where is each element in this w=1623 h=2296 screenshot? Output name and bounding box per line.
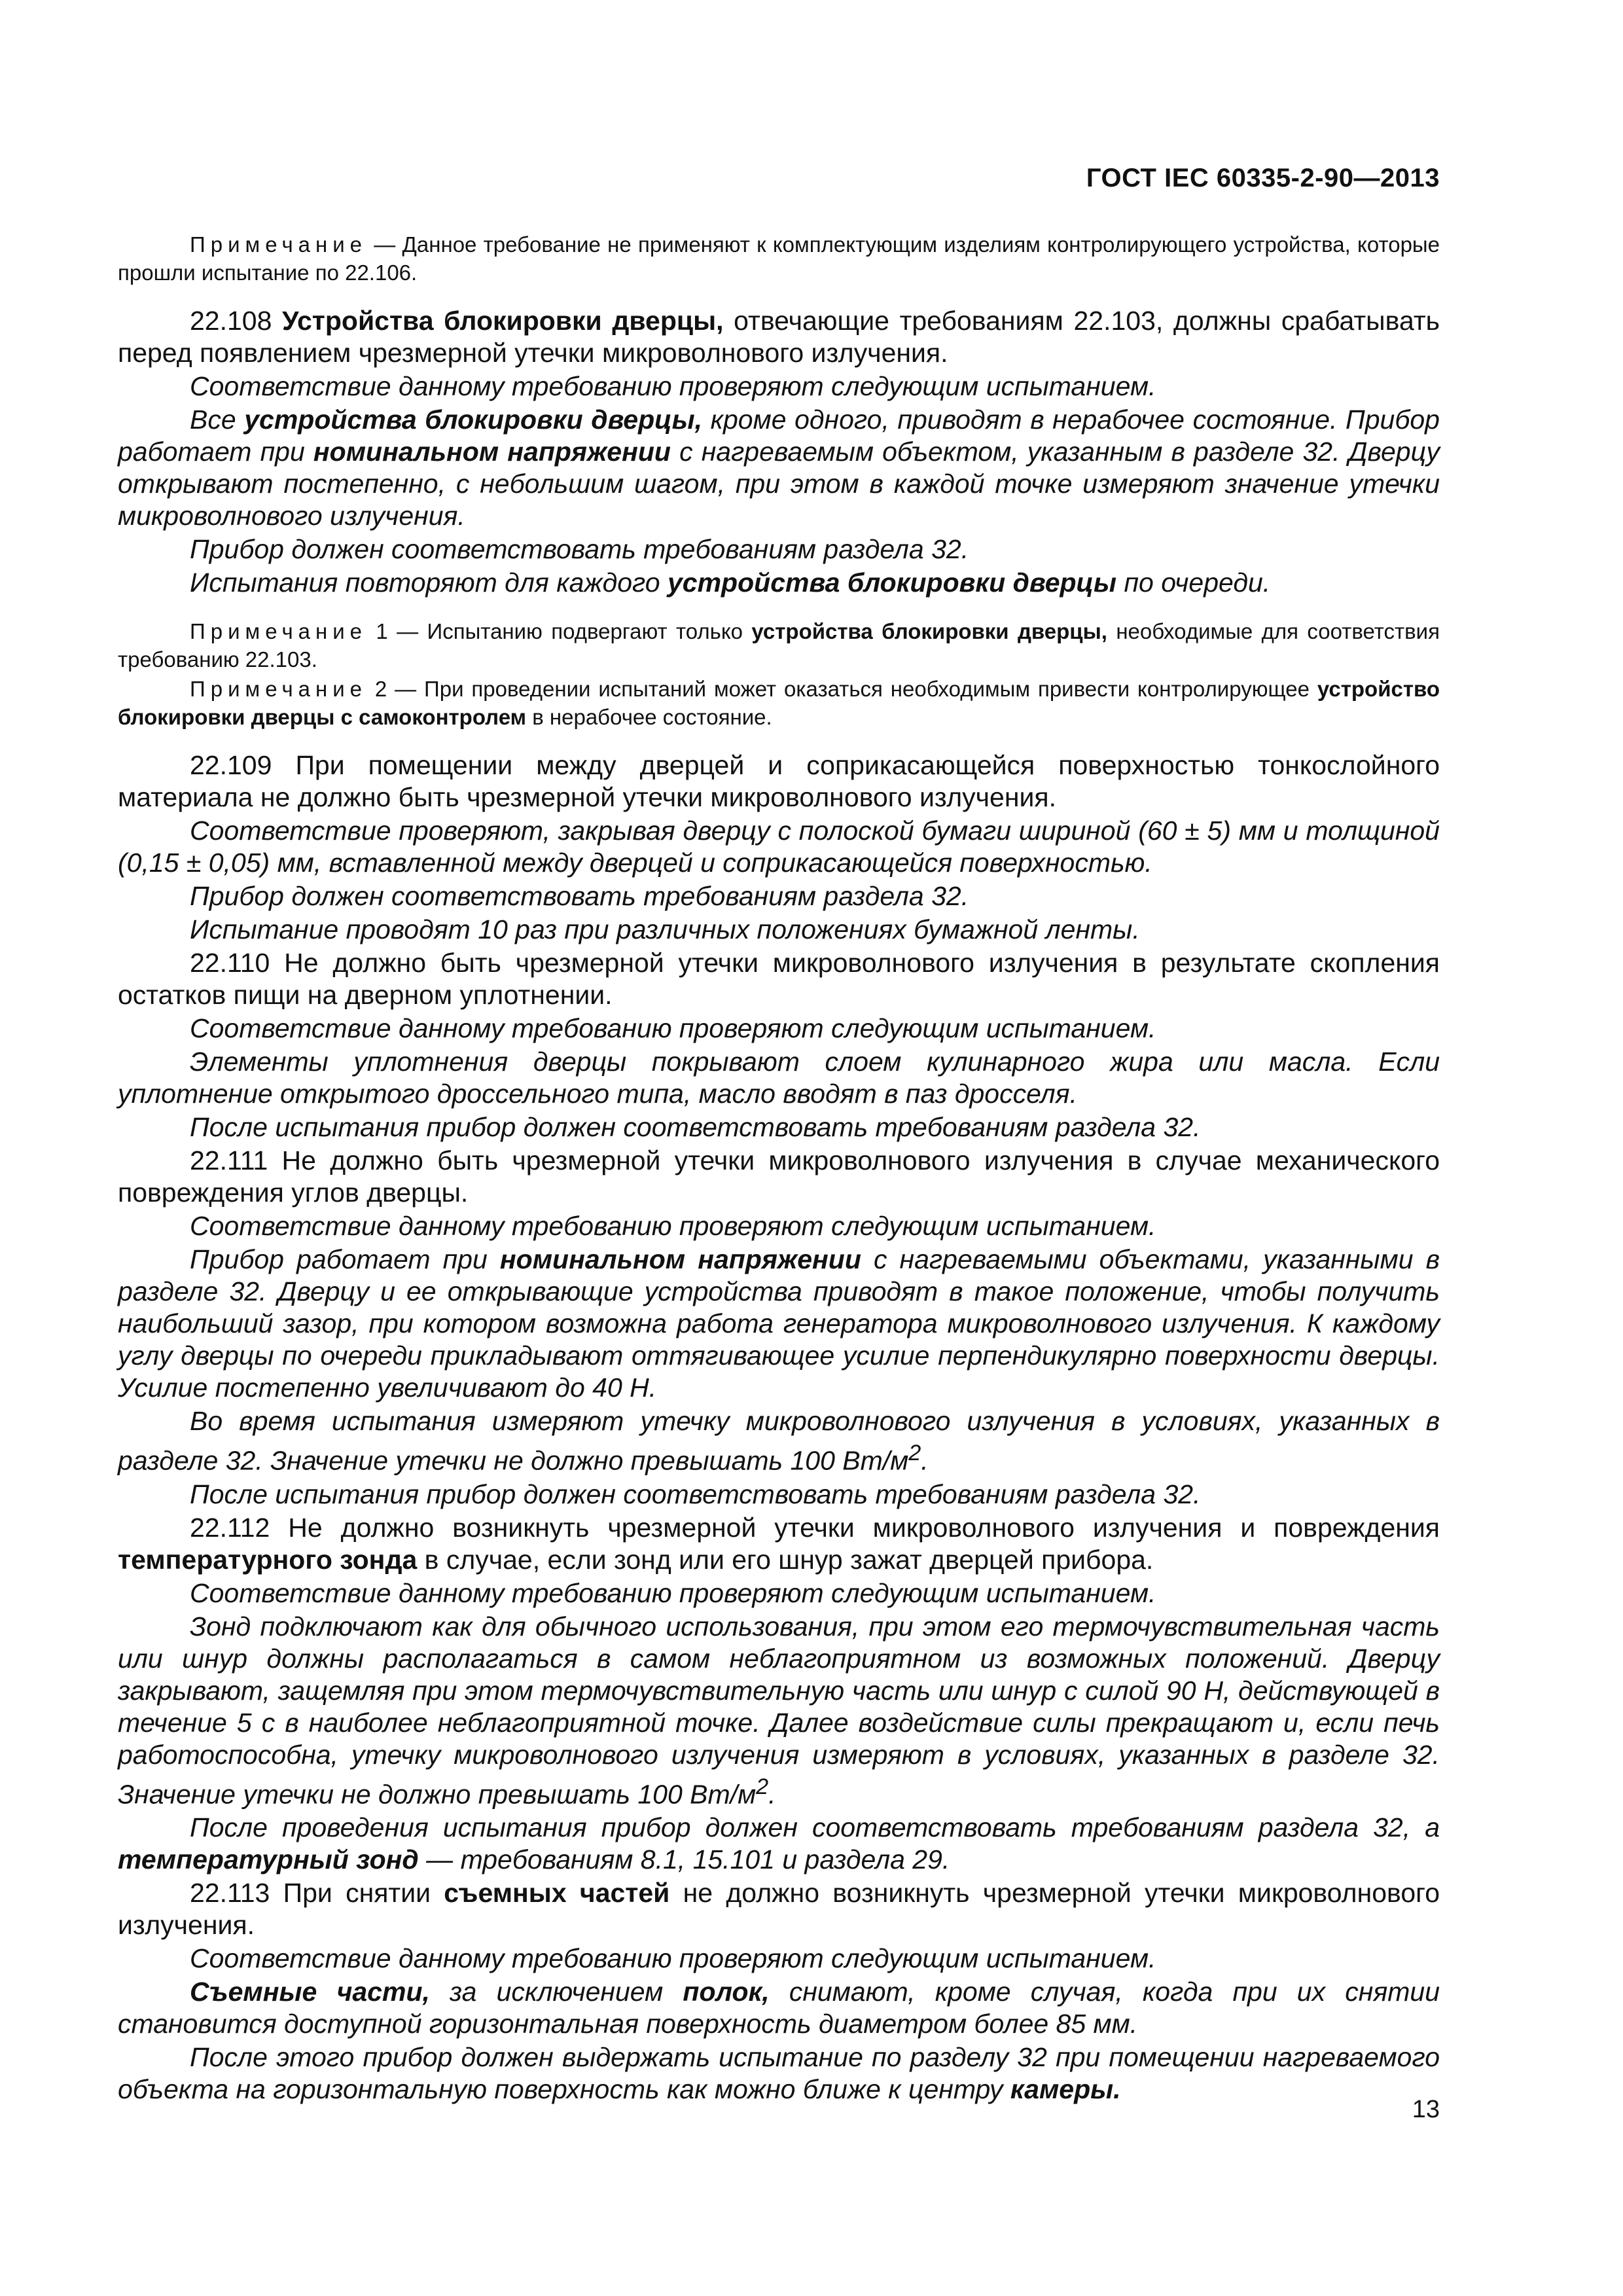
text-paragraph [118,1512,1440,1576]
text-paragraph [118,567,1440,599]
text-run: Соответствие данному требованию проверяют следующим испытанием. [190,1943,1156,1974]
text-run: Примечание [190,232,368,257]
note-paragraph [118,617,1440,673]
bold-term: устройство блокировки дверцы с самоконтролем [118,677,1440,729]
text-run: Зонд подключают как для обычного использования, при этом его термочувствительная часть или шнур должны располагаться в самом неблагоприятном из возможных положений. Дверцу закрывают, защемляя при этом термочувствительную часть или шнур с силой 90 Н, действующей в течение 5 с в наиболее неблагоприятной точке. Далее воздействие силы прекращают и, если печь работоспособна, утечку микроволнового излучения измеряют в условиях, указанных в разделе 32. Значение утечки не должно превышать 100 Вт/м [118,1611,1440,1810]
text-run: 22.110 Не должно быть чрезмерной утечки микроволнового излучения в результате скопления остатков пищи на дверном уплотнении. [118,948,1440,1010]
page-number: 13 [1412,2096,1440,2123]
text-paragraph [118,947,1440,1011]
text-paragraph [118,815,1440,879]
text-run: . [921,1445,929,1476]
text-paragraph [118,1877,1440,1941]
text-run: не должно возникнуть чрезмерной утечки микроволнового излучения. [118,1878,1440,1941]
text-run: Прибор должен соответствовать требованиям раздела 32. [190,881,969,911]
text-run: в нерабочее состояние. [526,705,772,729]
document-body [118,230,1440,2107]
bold-term: съемных частей [444,1878,670,1909]
text-paragraph [118,1943,1440,1975]
text-paragraph [118,880,1440,912]
text-run: После этого прибор должен выдержать испытание по разделу 32 при помещении нагреваемого объекта на горизонтальную поверхность как можно ближе к центру [118,2042,1440,2105]
text-run: 22.109 При помещении между дверцей и соприкасающейся поверхностью тонкослойного материала не должно быть чрезмерной утечки микроволнового излучения. [118,750,1440,812]
text-run: Испытание проводят 10 раз при различных положениях бумажной ленты. [190,914,1140,944]
text-run: Соответствие данному требованию проверяют следующим испытанием. [190,1211,1156,1241]
note-paragraph [118,230,1440,287]
text-run: Прибор должен соответствовать требованиям раздела 32. [190,534,969,564]
bold-term: устройства блокировки дверцы [668,567,1117,598]
text-paragraph [118,1244,1440,1404]
bold-term: номинальном напряжении [499,1244,861,1274]
text-run: Все [190,404,245,435]
text-run: Прибор работает при [190,1244,500,1274]
text-paragraph [118,404,1440,532]
text-paragraph [118,1013,1440,1045]
text-paragraph [118,1111,1440,1143]
text-paragraph [118,1611,1440,1811]
text-paragraph [118,1479,1440,1511]
text-paragraph [118,305,1440,369]
superscript: 2 [908,1441,921,1465]
text-run: Соответствие данному требованию проверяют следующим испытанием. [190,1577,1156,1608]
text-run: 22.113 При снятии [190,1878,444,1909]
bold-term: температурный зонд [118,1844,419,1875]
text-paragraph [118,370,1440,403]
text-run: снимают, кроме случая, когда при их снятии становится доступной горизонтальная поверхность диаметром более 85 мм. [118,1977,1440,2039]
text-run: Соответствие данному требованию проверяют следующим испытанием. [190,1013,1156,1043]
text-paragraph [118,749,1440,814]
bold-term: Устройства блокировки дверцы, [282,306,724,336]
text-run: 22.112 Не должно возникнуть чрезмерной утечки микроволнового излучения и повреждения [190,1512,1440,1543]
text-run: кроме одного, приводят в нерабочее состояние. Прибор работает при [118,404,1440,467]
bold-term: устройства блокировки дверцы, [244,404,703,435]
text-run: Испытания повторяют для каждого [190,567,668,598]
text-paragraph [118,1577,1440,1609]
bold-term: полок, [683,1977,770,2007]
bold-term: Съемные части, [190,1977,430,2007]
text-run: . [768,1779,776,1810]
text-run: 1 — Испытанию подвергают только [367,619,752,643]
text-run: по очереди. [1116,567,1271,598]
text-run: в случае, если зонд или его шнур зажат дверцей прибора. [417,1544,1154,1575]
text-run: отвечающие требованиям 22.103, должны срабатывать перед появлением чрезмерной утечки микроволнового излучения. [118,306,1440,368]
text-run: Соответствие проверяют, закрывая дверцу с полоской бумаги шириной (60 ± 5) мм и толщиной (0,15 ± 0,05) мм, вставленной между дверцей и соприкасающейся поверхностью. [118,816,1440,878]
text-paragraph [118,533,1440,565]
text-run: 2 — При проведении испытаний может оказаться необходимым привести контролирующее [367,677,1317,701]
text-run: с нагреваемыми объектами, указанными в разделе 32. Дверцу и ее открывающие устройства приводят в такое положение, чтобы получить наибольший зазор, при котором возможна работа генератора микроволнового излучения. К каждому углу дверцы по очереди прикладывают оттягивающее усилие перпендикулярно поверхности дверцы. Усилие постепенно увеличивают до 40 Н. [118,1244,1440,1403]
document-header-code: ГОСТ IEC 60335-2-90—2013 [1086,164,1440,192]
text-paragraph [118,1210,1440,1242]
superscript: 2 [756,1774,769,1799]
text-run: После испытания прибор должен соответствовать требованиям раздела 32. [190,1479,1201,1509]
text-run: за исключением [429,1977,683,2007]
text-run: необходимые для соответствия требованию 22.103. [118,619,1440,672]
note-paragraph [118,675,1440,731]
text-run: После проведения испытания прибор должен соответствовать требованиям раздела 32, а [190,1812,1440,1843]
text-run: 22.111 Не должно быть чрезмерной утечки микроволнового излучения в случае механического повреждения углов дверцы. [118,1145,1440,1208]
text-paragraph [118,1145,1440,1209]
text-paragraph [118,2041,1440,2106]
bold-term: устройства блокировки дверцы, [751,619,1107,643]
text-paragraph [118,1405,1440,1477]
text-run: 22.108 [190,306,283,336]
text-run: с нагреваемым объектом, указанным в разделе 32. Дверцу открывают постепенно, с небольшим шагом, при этом в каждой точке измеряют значение утечки микроволнового излучения. [118,437,1440,531]
text-paragraph [118,1046,1440,1110]
text-paragraph [118,914,1440,946]
text-run: — требованиям 8.1, 15.101 и раздела 29. [418,1844,950,1875]
text-run: После испытания прибор должен соответствовать требованиям раздела 32. [190,1112,1201,1142]
text-run: Примечание [190,677,368,701]
text-paragraph [118,1812,1440,1876]
text-run: Примечание [190,619,368,643]
bold-term: камеры. [1010,2074,1121,2105]
text-paragraph [118,1976,1440,2040]
text-run: Во время испытания измеряют утечку микроволнового излучения в условиях, указанных в разделе 32. Значение утечки не должно превышать 100 Вт/м [118,1406,1440,1476]
text-run: Элементы уплотнения дверцы покрывают слоем кулинарного жира или масла. Если уплотнение открытого дроссельного типа, масло вводят в паз дросселя. [118,1047,1440,1109]
text-run: Соответствие данному требованию проверяют следующим испытанием. [190,371,1156,401]
text-run: — Данное требование не применяют к комплектующим изделиям контролирующего устройства, которые прошли испытание по 22.106. [118,232,1440,285]
bold-term: температурного зонда [118,1544,418,1575]
bold-term: номинальном напряжении [313,437,671,467]
